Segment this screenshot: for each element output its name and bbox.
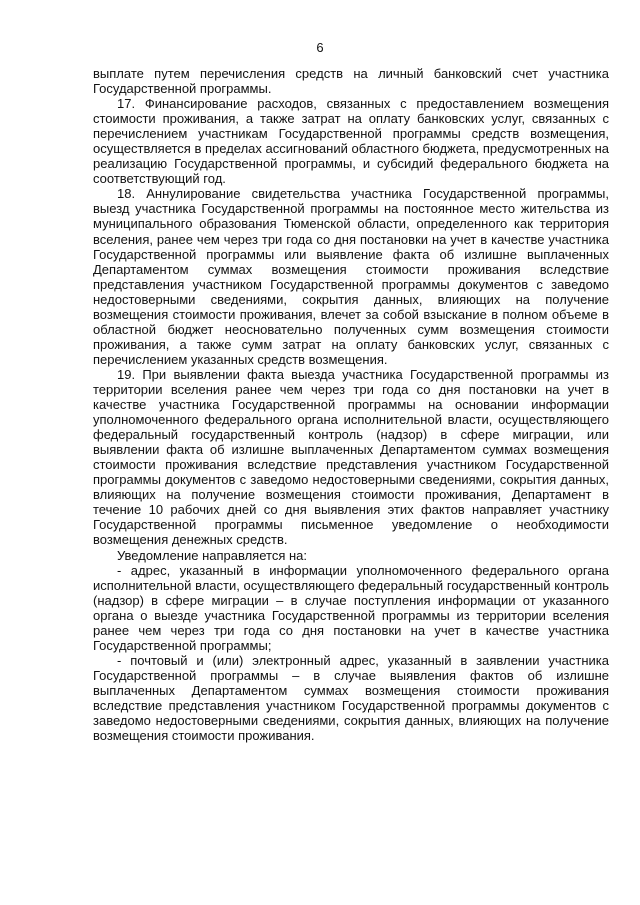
paragraph-address-item-2: - почтовый и (или) электронный адрес, указанный в заявлении участника Государственной программы – в случае выявления фактов об излишне выплаченных Департаментом суммах возмещения стоимости проживания вследствие представления участником Государственной программы документов с заведомо недостоверными сведениями, сокрытия данных, влияющих на получение возмещения стоимости проживания. bbox=[93, 652, 609, 744]
page-number: 6 bbox=[316, 40, 324, 55]
paragraph-notice-intro: Уведомление направляется на: bbox=[117, 547, 308, 563]
document-body bbox=[93, 66, 609, 743]
paragraph-continuation: выплате путем перечисления средств на личный банковский счет участника Государственной программы. bbox=[93, 66, 609, 97]
paragraph-19: 19. При выявлении факта выезда участника Государственной программы из территории вселения ранее чем через три года со дня постановки на учет в качестве участника Государственной программы на основании информации уполномоченного федерального органа исполнительной власти, осуществляющего федеральный государственный контроль (надзор) в сфере миграции, или выявлении факта об излишне выплаченных Департаментом суммах возмещения стоимости проживания вследствие представления участником Государственной программы документов с заведомо недостоверными сведениями, сокрытия данных, влияющих на получение возмещения стоимости проживания, Департамент в течение 10 рабочих дней со дня выявления этих фактов направляет участнику Государственной программы письменное уведомление о необходимости возмещения денежных средств. bbox=[93, 366, 609, 548]
paragraph-address-item-1: - адрес, указанный в информации уполномоченного федерального органа исполнительной власти, осуществляющего федеральный государственный контроль (надзор) в сфере миграции – в случае поступления информации от указанного органа о выезде участника Государственной программы из территории вселения ранее чем через три года со дня постановки на учет в качестве участника Государственной программы; bbox=[93, 562, 609, 653]
paragraph-18: 18. Аннулирование свидетельства участника Государственной программы, выезд участника Государственной программы на постоянное место жительства из муниципального образования Тюменской области, определенного как территория вселения, ранее чем через три года со дня постановки на учет в качестве участника Государственной программы или выявление факта об излишне выплаченных Департаментом суммах возмещения стоимости проживания вследствие представления участником Государственной программы документов с заведомо недостоверными сведениями, сокрытия данных, влияющих на получение возмещения стоимости проживания, влечет за собой взыскание в полном объеме в областной бюджет неосновательно полученных сумм возмещения стоимости проживания, а также сумм затрат на оплату банковских услуг, связанных с перечислением указанных средств возмещения. bbox=[93, 186, 609, 367]
paragraph-17: 17. Финансирование расходов, связанных с предоставлением возмещения стоимости проживания, а также затрат на оплату банковских услуг, связанных с перечислением участникам Государственной программы средств возмещения, осуществляется в пределах ассигнований областного бюджета, предусмотренных на реализацию Государственной программы, и субсидий федерального бюджета на соответствующий год. bbox=[93, 96, 609, 187]
